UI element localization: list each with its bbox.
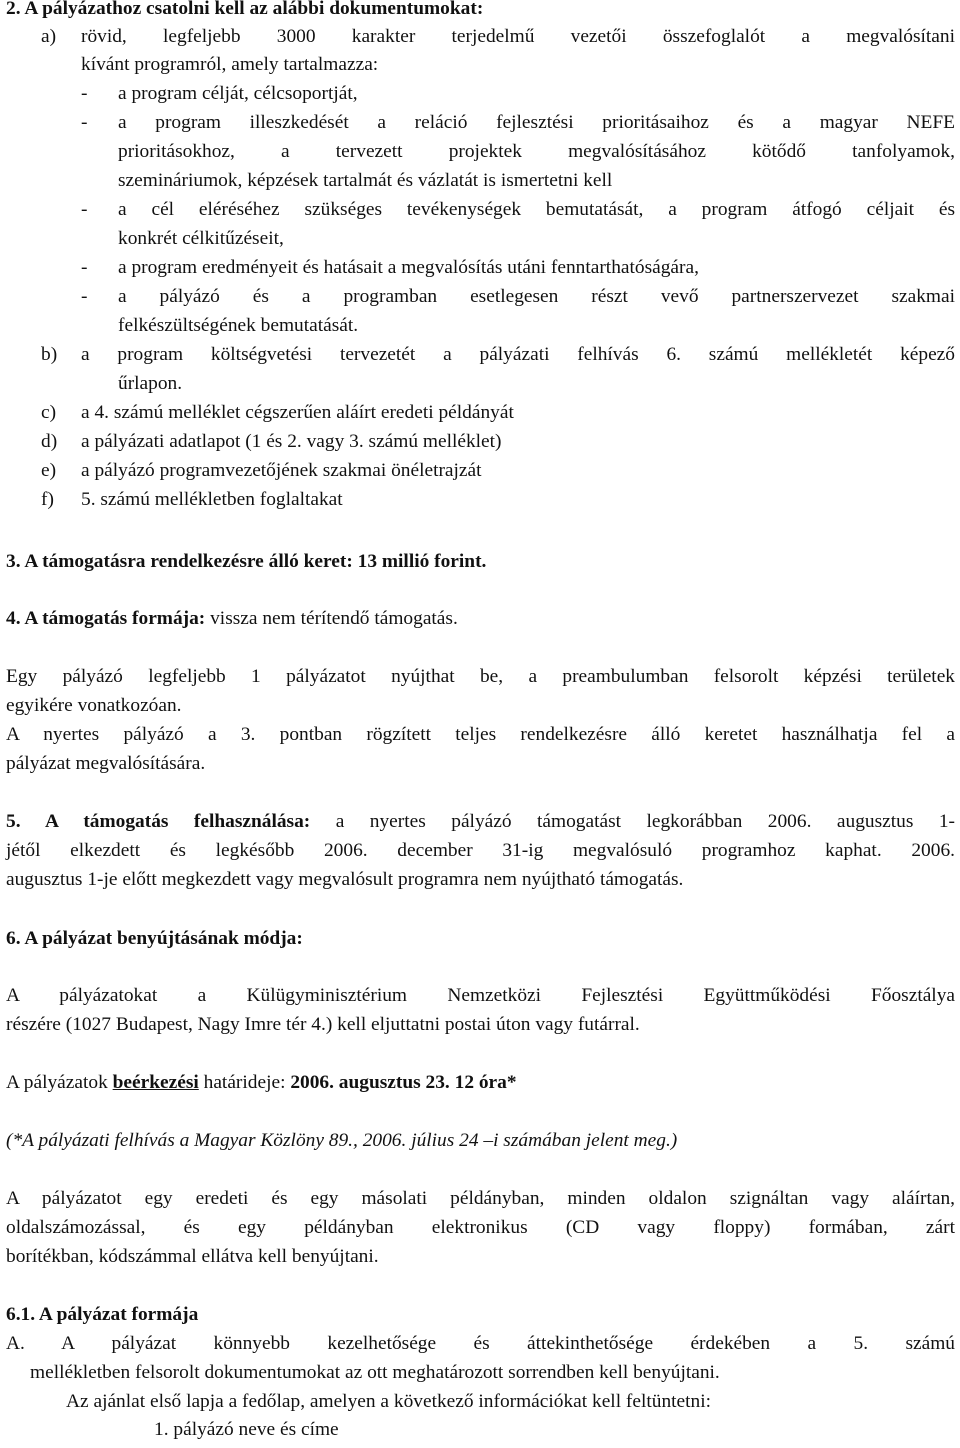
bullet-dash: - (81, 112, 88, 133)
item-b-line-1: a program költségvetési tervezetét a pályázati felhívás 6. számú mellékletét képező (81, 344, 955, 365)
section-6-1-line-3: Az ajánlat első lapja a fedőlap, amelyen a következő információkat kell feltüntetni: (66, 1391, 712, 1412)
deadline-keyword: beérkezési (112, 1072, 199, 1093)
footnote: (*A pályázati felhívás a Magyar Közlöny 89., 2006. július 24 –i számában jelent meg.) (6, 1130, 678, 1151)
section-6-para-1-line-1: A pályázatokat a Külügyminisztérium Nemzetközi Fejlesztési Együttműködési Főosztálya (6, 985, 955, 1006)
list-label-a: a) (41, 26, 57, 47)
deadline-date: 2006. augusztus 23. 12 óra* (290, 1072, 517, 1093)
list-label-b: b) (41, 344, 58, 365)
section-6-heading: 6. A pályázat benyújtásának módja: (6, 928, 303, 949)
paragraph-1-line-2: egyikére vonatkozóan. (6, 695, 182, 716)
paragraph-1-line-4: pályázat megvalósítására. (6, 753, 206, 774)
subitem-2-line-1: a program illeszkedését a reláció fejlesztési prioritásaihoz és a magyar NEFE (118, 112, 955, 133)
bullet-dash: - (81, 257, 88, 278)
item-c: a 4. számú melléklet cégszerűen aláírt eredeti példányát (81, 402, 514, 423)
subitem-2-line-2: prioritásokhoz, a tervezett projektek megvalósításához kötődő tanfolyamok, (118, 141, 955, 162)
section-4-text: vissza nem térítendő támogatás. (205, 608, 458, 629)
section-6-1-line-2: mellékletben felsorolt dokumentumokat az ott meghatározott sorrendben kell benyújtani. (30, 1362, 720, 1383)
list-label-e: e) (41, 460, 57, 481)
section-6-para-2-line-1: A pályázatot egy eredeti és egy másolati példányban, minden oldalon szignáltan vagy aláírtan, (6, 1188, 955, 1209)
section-5-line-1 (6, 808, 955, 837)
bullet-dash: - (81, 83, 88, 104)
section-6-para-2-line-3: borítékban, kódszámmal ellátva kell benyújtani. (6, 1246, 379, 1267)
section-2-heading: 2. A pályázathoz csatolni kell az alábbi dokumentumokat: (6, 0, 484, 19)
paragraph-1-line-3: A nyertes pályázó a 3. pontban rögzített teljes rendelkezésre álló keretet használhatja fel a (6, 724, 955, 745)
section-6-1-line-1: A. A pályázat könnyebb kezelhetősége és áttekinthetősége érdekében a 5. számú (6, 1333, 955, 1354)
subitem-5-line-1: a pályázó és a programban esetlegesen részt vevő partnerszervezet szakmai (118, 286, 955, 307)
bullet-dash: - (81, 286, 88, 307)
section-6-para-2-line-2: oldalszámozással, és egy példányban elektronikus (CD vagy floppy) formában, zárt (6, 1217, 955, 1238)
section-5-line-3: augusztus 1-je előtt megkezdett vagy megvalósult programra nem nyújtható támogatás. (6, 869, 684, 890)
section-5-heading: 5. A támogatás felhasználása: (6, 811, 311, 832)
list-label-f: f) (41, 489, 54, 510)
deadline-middle: határideje: (198, 1072, 291, 1093)
item-a-line-1: rövid, legfeljebb 3000 karakter terjedelmű vezetői összefoglalót a megvalósítani (81, 26, 955, 47)
section-6-1-line-4: 1. pályázó neve és címe (154, 1419, 339, 1440)
item-b-line-2: űrlapon. (118, 373, 183, 394)
subitem-3-line-1: a cél eléréséhez szükséges tevékenységek bemutatását, a program átfogó céljait és (118, 199, 955, 220)
item-d: a pályázati adatlapot (1 és 2. vagy 3. számú melléklet) (81, 431, 502, 452)
bullet-dash: - (81, 199, 88, 220)
subitem-2-line-3: szemináriumok, képzések tartalmát és vázlatát is ismertetni kell (118, 170, 613, 191)
subitem-4: a program eredményeit és hatásait a megvalósítás utáni fenntarthatóságára, (118, 257, 699, 278)
item-e: a pályázó programvezetőjének szakmai önéletrajzát (81, 460, 482, 481)
subitem-5-line-2: felkészültségének bemutatását. (118, 315, 359, 336)
list-label-d: d) (41, 431, 58, 452)
section-6-1-heading: 6.1. A pályázat formája (6, 1304, 199, 1325)
subitem-3-line-2: konkrét célkitűzéseit, (118, 228, 284, 249)
section-6-para-1-line-2: részére (1027 Budapest, Nagy Imre tér 4.) kell eljuttatni postai úton vagy futárral. (6, 1014, 640, 1035)
list-label-c: c) (41, 402, 57, 423)
section-3-text: 3. A támogatásra rendelkezésre álló keret: 13 millió forint. (6, 551, 487, 572)
subitem-1: a program célját, célcsoportját, (118, 83, 358, 104)
section-4-heading: 4. A támogatás formája: (6, 608, 206, 629)
paragraph-1-line-1: Egy pályázó legfeljebb 1 pályázatot nyújthat be, a preambulumban felsorolt képzési területek (6, 666, 955, 687)
item-f: 5. számú mellékletben foglaltakat (81, 489, 343, 510)
section-5-text-1: a nyertes pályázó támogatást legkorábban 2006. augusztus 1- (310, 811, 955, 832)
deadline-line (6, 1069, 517, 1098)
section-4-line (6, 605, 458, 634)
section-5-line-2: jétől elkezdett és legkésőbb 2006. december 31-ig megvalósuló programhoz kaphat. 2006. (6, 840, 955, 861)
item-a-line-2: kívánt programról, amely tartalmazza: (81, 54, 379, 75)
deadline-prefix: A pályázatok (6, 1072, 113, 1093)
